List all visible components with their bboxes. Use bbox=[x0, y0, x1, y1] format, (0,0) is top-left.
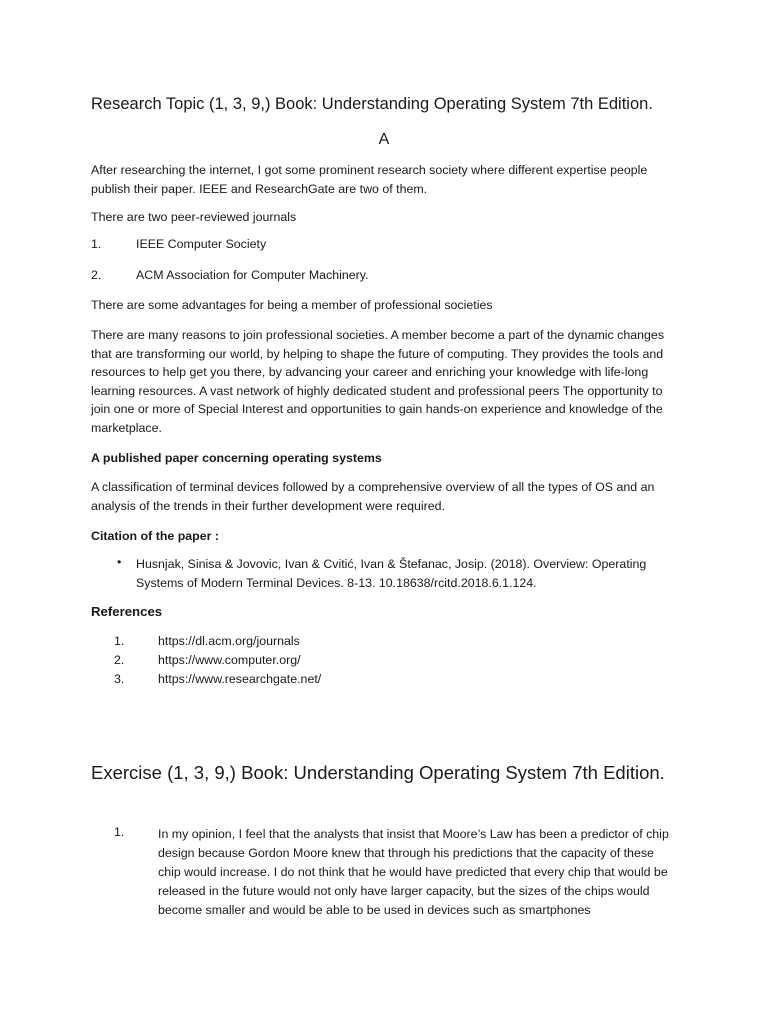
citation-heading: Citation of the paper : bbox=[91, 529, 220, 543]
reference-3-link[interactable]: https://www.researchgate.net/ bbox=[158, 672, 322, 686]
references-heading: References bbox=[91, 604, 163, 619]
advantages-paragraph: There are many reasons to join professional societies. A member become a part of the dynamic changes that are transforming our world, by helping to shape the future of computing. They provides the tools and resources to help get you there, by advancing your career and enriching your knowledge with life-long learning resources. A vast network of highly dedicated student and professional peers The opportunity to join one or more of Special Interest and opportunities to gain hands-on experience and knowledge of the marketplace. bbox=[91, 328, 665, 435]
research-heading: Research Topic (1, 3, 9,) Book: Understanding Operating System 7th Edition. bbox=[91, 95, 653, 113]
exercise-item-text: In my opinion, I feel that the analysts that insist that Moore’s Law has been a predictor of chip design because Gordon Moore knew that through his predictions that the capacity of these chip would increase. I do not think that he would have predicted that every chip that would be released in the future would not only have larger capacity, but the sizes of the chips would become smaller and would be able to be used in devices such as smartphones bbox=[158, 827, 669, 917]
reference-1-number: 1. bbox=[114, 634, 125, 648]
journal-1-number: 1. bbox=[91, 237, 102, 251]
journals-intro: There are two peer-reviewed journals bbox=[91, 210, 297, 224]
section-letter: A bbox=[378, 131, 390, 148]
published-paragraph: A classification of terminal devices followed by a comprehensive overview of all the types of OS and an analysis of the trends in their further development were required. bbox=[91, 480, 655, 513]
citation-text: Husnjak, Sinisa & Jovovic, Ivan & Cvitić, Ivan & Štefanac, Josip. (2018). Overview: Operating Systems of Modern Terminal Devices. 8-13. 10.18638/rcitd.2018.6.1.124. bbox=[136, 557, 647, 590]
journal-2-text: ACM Association for Computer Machinery. bbox=[136, 268, 369, 282]
reference-2-link[interactable]: https://www.computer.org/ bbox=[158, 653, 301, 667]
citation-bullet: • bbox=[117, 555, 122, 569]
exercise-heading: Exercise (1, 3, 9,) Book: Understanding Operating System 7th Edition. bbox=[91, 762, 665, 783]
exercise-item-number: 1. bbox=[114, 825, 125, 839]
intro-paragraph: After researching the internet, I got some prominent research society where different expertise people publish their paper. IEEE and ResearchGate are two of them. bbox=[91, 163, 648, 196]
reference-2-number: 2. bbox=[114, 653, 125, 667]
reference-3-number: 3. bbox=[114, 672, 125, 686]
published-heading: A published paper concerning operating systems bbox=[91, 451, 382, 465]
journal-1-text: IEEE Computer Society bbox=[136, 237, 267, 251]
advantages-intro: There are some advantages for being a member of professional societies bbox=[91, 298, 493, 312]
journal-2-number: 2. bbox=[91, 268, 102, 282]
reference-1-link[interactable]: https://dl.acm.org/journals bbox=[158, 634, 300, 648]
